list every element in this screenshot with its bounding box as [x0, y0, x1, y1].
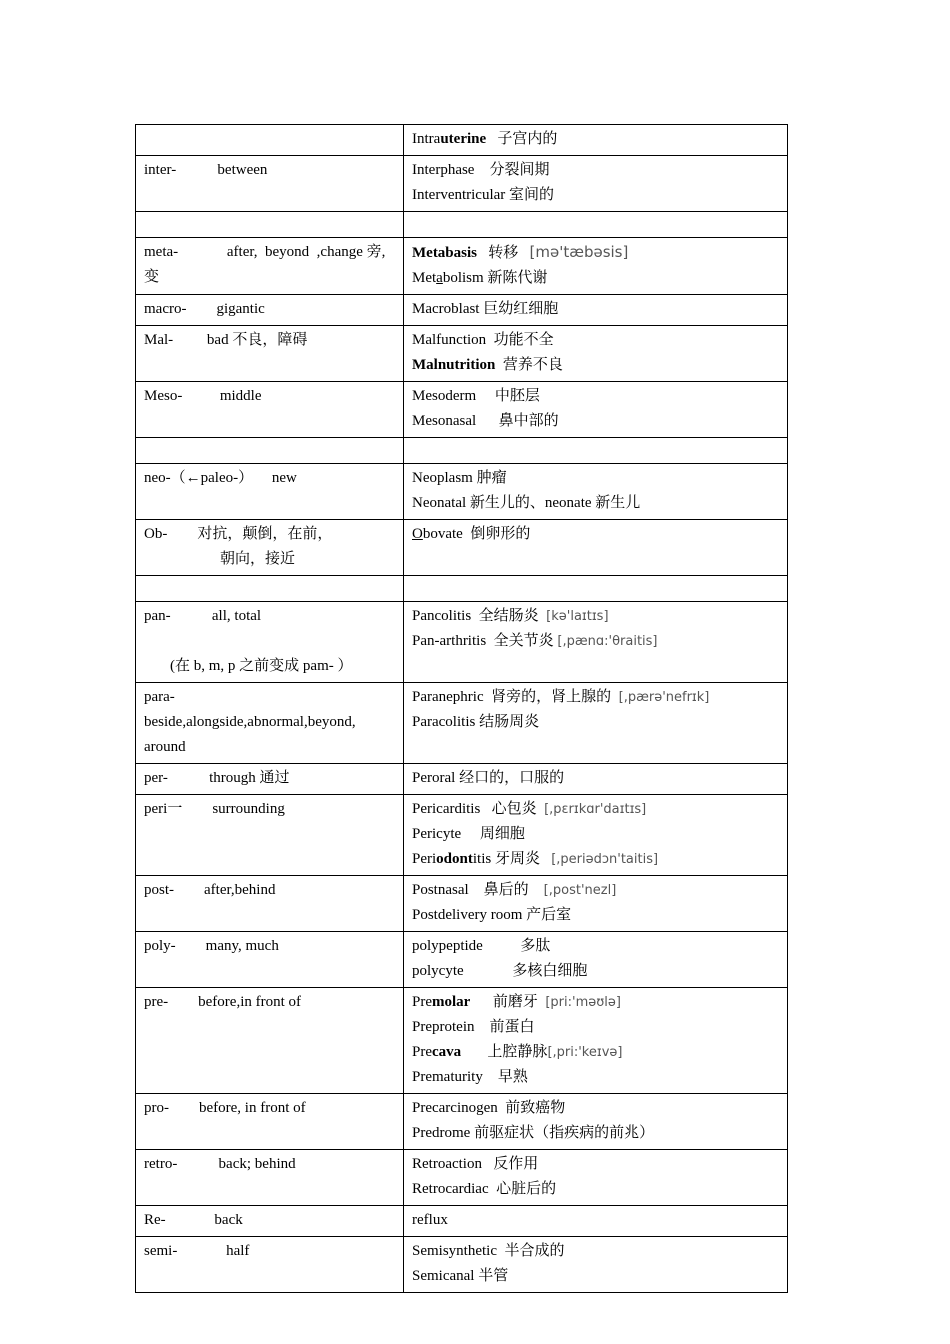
term-bold-part: uterine — [440, 131, 487, 147]
table-row — [136, 602, 788, 683]
phonetic-transcription: [mə'tæbəsis] — [529, 243, 629, 261]
example-term — [412, 266, 779, 291]
prefix-cell — [136, 212, 404, 238]
term-text: Semisynthetic 半合成的 — [412, 1243, 565, 1259]
prefix-text-continued: beside,alongside,abnormal,beyond, — [144, 714, 356, 730]
prefix-cell — [136, 520, 404, 576]
example-term — [412, 604, 779, 629]
term-bold-part: odont — [436, 851, 473, 867]
term-text: Peri — [412, 851, 437, 867]
example-term — [412, 353, 779, 378]
example-term — [412, 328, 779, 353]
example-term — [412, 466, 779, 491]
example-term — [412, 1264, 779, 1289]
term-text: Mesonasal 鼻中部的 — [412, 413, 559, 429]
term-text: Pericarditis 心包炎 — [412, 801, 545, 817]
prefix-cell — [136, 295, 404, 326]
example-term — [412, 1208, 779, 1233]
prefix-cell — [136, 602, 404, 683]
table-row — [136, 520, 788, 576]
prefix-cell — [136, 683, 404, 764]
prefix-text: Ob- 对抗，颠倒，在前， — [144, 526, 333, 542]
example-term — [412, 384, 779, 409]
term-text: Macroblast 巨幼红细胞 — [412, 301, 559, 317]
table-row — [136, 576, 788, 602]
example-term — [412, 990, 779, 1015]
examples-cell — [404, 602, 788, 683]
table-row — [136, 764, 788, 795]
term-text: 前磨牙 — [470, 994, 546, 1010]
table-row — [136, 988, 788, 1094]
prefix-text: Mal- bad 不良，障碍 — [144, 332, 308, 348]
term-bold-part: molar — [432, 994, 471, 1010]
term-text: Semicanal 半管 — [412, 1268, 509, 1284]
examples-cell — [404, 932, 788, 988]
examples-cell — [404, 795, 788, 876]
term-text: 转移 — [477, 245, 530, 261]
table-row — [136, 795, 788, 876]
examples-cell — [404, 1150, 788, 1206]
table-row — [136, 295, 788, 326]
example-term — [412, 1121, 779, 1146]
term-underlined-part: O — [412, 526, 423, 542]
examples-cell — [404, 464, 788, 520]
table-row — [136, 382, 788, 438]
prefix-cell — [136, 764, 404, 795]
example-term — [412, 903, 779, 928]
examples-cell — [404, 438, 788, 464]
term-text: Preprotein 前蛋白 — [412, 1019, 535, 1035]
table-row — [136, 1094, 788, 1150]
prefix-cell — [136, 326, 404, 382]
term-text: Met — [412, 270, 437, 286]
term-text: Malfunction 功能不全 — [412, 332, 554, 348]
term-text: Retrocardiac 心脏后的 — [412, 1181, 557, 1197]
examples-cell — [404, 382, 788, 438]
example-term — [412, 183, 779, 208]
prefix-text: post- after,behind — [144, 882, 276, 898]
examples-cell — [404, 764, 788, 795]
term-text: Pan-arthritis 全关节炎 — [412, 633, 558, 649]
examples-cell — [404, 238, 788, 295]
term-text: Interventricular 室间的 — [412, 187, 555, 203]
example-term — [412, 685, 779, 710]
examples-cell — [404, 326, 788, 382]
term-text: 营养不良 — [495, 357, 563, 373]
term-text: reflux — [412, 1212, 448, 1228]
example-term — [412, 797, 779, 822]
example-term — [412, 409, 779, 434]
term-text: Neoplasm 肿瘤 — [412, 470, 507, 486]
phonetic-transcription: [kə'laɪtɪs] — [546, 609, 609, 624]
examples-cell — [404, 212, 788, 238]
table-row — [136, 326, 788, 382]
prefix-text: pro- before, in front of — [144, 1100, 306, 1116]
prefix-text: neo-（←paleo-） new — [144, 470, 297, 486]
prefix-text: pre- before,in front of — [144, 994, 302, 1010]
prefix-cell — [136, 438, 404, 464]
examples-cell — [404, 156, 788, 212]
example-term — [412, 959, 779, 984]
examples-cell — [404, 876, 788, 932]
example-term — [412, 710, 779, 735]
prefix-cell — [136, 382, 404, 438]
examples-cell — [404, 520, 788, 576]
prefix-cell — [136, 125, 404, 156]
phonetic-transcription: [,pɛrɪkɑr'daɪtɪs] — [544, 802, 647, 817]
examples-cell — [404, 1237, 788, 1293]
phonetic-transcription: [,pænɑ:'θraitis] — [557, 634, 658, 649]
term-bold-part: Malnutrition — [412, 357, 496, 373]
prefix-cell — [136, 876, 404, 932]
table-row — [136, 438, 788, 464]
prefix-cell — [136, 576, 404, 602]
prefix-note: (在 b, m, p 之前变成 pam- ） — [170, 658, 353, 674]
prefix-text: meta- after, beyond ,change 旁,变 — [144, 244, 386, 285]
examples-cell — [404, 1206, 788, 1237]
term-text: polycyte 多核白细胞 — [412, 963, 588, 979]
example-term — [412, 878, 779, 903]
term-bold-part: Metabasis — [412, 245, 477, 261]
term-text: Pre — [412, 994, 432, 1010]
prefix-text: poly- many, much — [144, 938, 279, 954]
term-text: Postdelivery room 产后室 — [412, 907, 572, 923]
term-text: polypeptide 多肽 — [412, 938, 551, 954]
example-term — [412, 822, 779, 847]
prefix-text: macro- gigantic — [144, 301, 265, 317]
prefix-cell — [136, 988, 404, 1094]
table-row — [136, 1150, 788, 1206]
prefix-cell — [136, 1237, 404, 1293]
table-row — [136, 683, 788, 764]
term-text: Pancolitis 全结肠炎 — [412, 608, 547, 624]
table-row — [136, 238, 788, 295]
example-term — [412, 1177, 779, 1202]
prefix-cell — [136, 1206, 404, 1237]
term-text: 子宫内的 — [486, 131, 558, 147]
example-term — [412, 847, 779, 872]
prefix-cell — [136, 464, 404, 520]
term-text: Paracolitis 结肠周炎 — [412, 714, 540, 730]
example-term — [412, 1152, 779, 1177]
example-term — [412, 1040, 779, 1065]
prefix-text: pan- all, total — [144, 608, 262, 624]
phonetic-transcription: [,pærə'nefrɪk] — [618, 690, 710, 705]
table-body — [136, 125, 788, 1293]
prefix-cell — [136, 795, 404, 876]
phonetic-transcription: [pri:'məʊlə] — [545, 995, 621, 1010]
examples-cell — [404, 683, 788, 764]
example-term — [412, 158, 779, 183]
prefix-cell — [136, 1150, 404, 1206]
term-text: bolism 新陈代谢 — [442, 270, 548, 286]
prefix-cell — [136, 238, 404, 295]
examples-cell — [404, 125, 788, 156]
term-text: bovate 倒卵形的 — [422, 526, 531, 542]
example-term — [412, 127, 779, 152]
term-text: Pericyte 周细胞 — [412, 826, 525, 842]
example-term — [412, 1065, 779, 1090]
example-term — [412, 1096, 779, 1121]
term-text: Paranephric 肾旁的，肾上腺的 — [412, 689, 619, 705]
prefix-text-continued: around — [144, 739, 186, 755]
term-text: Retroaction 反作用 — [412, 1156, 539, 1172]
prefix-text: retro- back; behind — [144, 1156, 296, 1172]
term-text: Interphase 分裂间期 — [412, 162, 550, 178]
term-text: Prematurity 早熟 — [412, 1069, 528, 1085]
term-text: Peroral 经口的，口服的 — [412, 770, 565, 786]
examples-cell — [404, 576, 788, 602]
example-term — [412, 491, 779, 516]
examples-cell — [404, 295, 788, 326]
table-row — [136, 156, 788, 212]
example-term — [412, 297, 779, 322]
phonetic-transcription: [,pri:'keɪvə] — [547, 1045, 623, 1060]
table-row — [136, 932, 788, 988]
phonetic-transcription: [,post'nezl] — [543, 883, 617, 898]
table-row — [136, 125, 788, 156]
term-text: itis 牙周炎 — [472, 851, 552, 867]
prefix-vocabulary-table — [135, 124, 788, 1293]
example-term — [412, 629, 779, 654]
table-row — [136, 464, 788, 520]
term-underlined-part: a — [436, 270, 443, 286]
prefix-text: semi- half — [144, 1243, 250, 1259]
examples-cell — [404, 988, 788, 1094]
prefix-cell — [136, 1094, 404, 1150]
term-text: Predrome 前驱症状（指疾病的前兆） — [412, 1125, 655, 1141]
examples-cell — [404, 1094, 788, 1150]
term-text: Neonatal 新生儿的、neonate 新生儿 — [412, 495, 641, 511]
term-text: 上腔静脉 — [461, 1044, 548, 1060]
example-term — [412, 522, 779, 547]
term-text: Intra — [412, 131, 441, 147]
prefix-cell — [136, 932, 404, 988]
example-term — [412, 240, 779, 266]
prefix-text: peri一 surrounding — [144, 801, 285, 817]
prefix-text: para- — [144, 689, 175, 705]
prefix-cell — [136, 156, 404, 212]
example-term — [412, 766, 779, 791]
term-bold-part: cava — [432, 1044, 462, 1060]
prefix-text: Re- back — [144, 1212, 243, 1228]
term-text: Pre — [412, 1044, 432, 1060]
phonetic-transcription: [,periədɔn'taitis] — [551, 852, 659, 867]
table-row — [136, 1237, 788, 1293]
table-row — [136, 876, 788, 932]
example-term — [412, 1015, 779, 1040]
table-row — [136, 1206, 788, 1237]
prefix-spacer — [144, 629, 395, 654]
term-text: Precarcinogen 前致癌物 — [412, 1100, 566, 1116]
prefix-text: per- through 通过 — [144, 770, 290, 786]
prefix-text: inter- between — [144, 162, 268, 178]
table-row — [136, 212, 788, 238]
term-text: Postnasal 鼻后的 — [412, 882, 544, 898]
prefix-text: Meso- middle — [144, 388, 262, 404]
term-text: Mesoderm 中胚层 — [412, 388, 540, 404]
example-term — [412, 1239, 779, 1264]
example-term — [412, 934, 779, 959]
prefix-text-continued: 朝向，接近 — [220, 551, 296, 567]
